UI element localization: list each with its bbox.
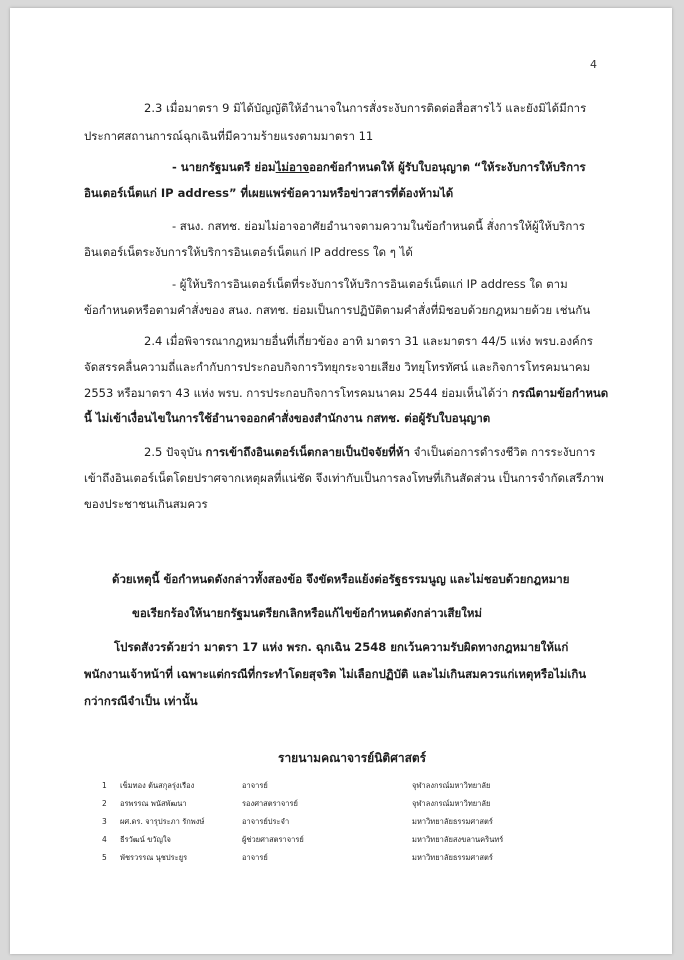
- signatory-university: มหาวิทยาลัยสงขลานครินทร์: [412, 835, 504, 844]
- paragraph-2-4-line-3: [84, 385, 608, 401]
- signatory-name: อรพรรณ พนัสพัฒนา: [120, 799, 187, 808]
- paragraph-2-4-line-4: นี้ ไม่เข้าเงื่อนไขในการใช้อำนาจออกคำสั่งของสำนักงาน กสทช. ต่อผู้รับใบอนุญาต: [84, 411, 491, 425]
- paragraph-2-5-line-2: เข้าถึงอินเตอร์เน็ตโดยปราศจากเหตุผลที่แน่ชัด จึงเท่ากับเป็นการลงโทษที่เกินสัดส่วน เป็นการจำกัดเสรีภาพ: [84, 471, 604, 485]
- conclusion-line-5: กว่ากรณีจำเป็น เท่านั้น: [84, 694, 198, 708]
- bullet-1-underlined-text: ไม่อาจ: [275, 160, 310, 174]
- paragraph-2-4-text: 2553 หรือมาตรา 43 แห่ง พรบ. การประกอบกิจการโทรคมนาคม 2544 ย่อมเห็นได้ว่า: [84, 386, 512, 400]
- paragraph-2-4-bold-text: กรณีตามข้อกำหนด: [511, 386, 609, 400]
- signatories-title: รายนามคณาจารย์นิติศาสตร์: [278, 751, 427, 765]
- paragraph-2-3-line-1: 2.3 เมื่อมาตรา 9 มิได้บัญญัติให้อำนาจในการสั่งระงับการติดต่อสื่อสารไว้ และยังมิได้มีการ: [144, 101, 587, 115]
- conclusion-line-1: ด้วยเหตุนี้ ข้อกำหนดดังกล่าวทั้งสองข้อ จึงขัดหรือแย้งต่อรัฐธรรมนูญ และไม่ชอบด้วยกฎหมาย: [112, 572, 570, 586]
- paragraph-2-5-line-3: ของประชาชนเกินสมควร: [84, 497, 208, 511]
- signatory-number: 2: [102, 799, 107, 808]
- signatory-position: อาจารย์: [242, 781, 268, 790]
- paragraph-2-5-text-a: 2.5 ปัจจุบัน: [144, 445, 206, 459]
- paragraph-2-3-line-2: ประกาศสถานการณ์ฉุกเฉินที่มีความร้ายแรงตามมาตรา 11: [84, 129, 374, 143]
- signatory-university: มหาวิทยาลัยธรรมศาสตร์: [412, 817, 493, 826]
- signatory-number: 5: [102, 853, 107, 862]
- signatory-position: รองศาสตราจารย์: [242, 799, 298, 808]
- signatory-name: เข็มทอง ต้นสกุลรุ่งเรือง: [120, 781, 195, 790]
- bullet-3-line-1: - ผู้ให้บริการอินเตอร์เน็ตที่ระงับการให้บริการอินเตอร์เน็ตแก่ IP address ใด ตาม: [172, 277, 568, 291]
- bullet-1-text-b: ออกข้อกำหนดให้ ผู้รับใบอนุญาต “ให้ระงับการให้บริการ: [309, 160, 586, 174]
- conclusion-line-3: โปรดสังวรด้วยว่า มาตรา 17 แห่ง พรก. ฉุกเฉิน 2548 ยกเว้นความรับผิดทางกฎหมายให้แก่: [114, 640, 569, 654]
- paragraph-2-5-bold-text: การเข้าถึงอินเตอร์เน็ตกลายเป็นปัจจัยที่ห้า: [205, 445, 410, 459]
- bullet-1-text-a: - นายกรัฐมนตรี ย่อม: [172, 160, 276, 174]
- document-page: [10, 8, 672, 954]
- bullet-3-line-2: ข้อกำหนดหรือตามคำสั่งของ สนง. กสทช. ย่อมเป็นการปฏิบัติตามคำสั่งที่มิชอบด้วยกฎหมายด้วย เช่นกัน: [84, 303, 591, 317]
- paragraph-2-4-line-1: 2.4 เมื่อพิจารณากฎหมายอื่นที่เกี่ยวข้อง อาทิ มาตรา 31 และมาตรา 44/5 แห่ง พรบ.องค์กร: [144, 334, 593, 348]
- signatory-number: 4: [102, 835, 107, 844]
- bullet-1-line-2: อินเตอร์เน็ตแก่ IP address” ที่เผยแพร่ข้อความหรือข่าวสารที่ต้องห้ามได้: [84, 186, 454, 200]
- signatory-name: ธีรวัฒน์ ขวัญใจ: [120, 835, 171, 844]
- signatory-university: จุฬาลงกรณ์มหาวิทยาลัย: [412, 799, 491, 808]
- page-number: 4: [590, 58, 597, 71]
- signatory-name: ผศ.ดร. จารุประภา รักพงษ์: [120, 817, 205, 826]
- bullet-2-line-1: - สนง. กสทช. ย่อมไม่อาจอาศัยอำนาจตามความในข้อกำหนดนี้ สั่งการให้ผู้ให้บริการ: [172, 219, 586, 233]
- paragraph-2-4-line-2: จัดสรรคลื่นความถี่และกำกับการประกอบกิจการวิทยุกระจายเสียง วิทยุโทรทัศน์ และกิจการโทรคมนาคม: [84, 360, 591, 374]
- paragraph-2-5-line-1: [144, 444, 595, 460]
- signatory-university: จุฬาลงกรณ์มหาวิทยาลัย: [412, 781, 491, 790]
- conclusion-line-2: ขอเรียกร้องให้นายกรัฐมนตรียกเลิกหรือแก้ไขข้อกำหนดดังกล่าวเสียใหม่: [132, 606, 482, 620]
- signatory-university: มหาวิทยาลัยธรรมศาสตร์: [412, 853, 493, 862]
- signatory-number: 1: [102, 781, 107, 790]
- signatory-name: พัชรวรรณ นุชประยูร: [120, 853, 188, 862]
- signatory-number: 3: [102, 817, 107, 826]
- bullet-1-line-1: [172, 159, 586, 175]
- signatory-position: อาจารย์: [242, 853, 268, 862]
- signatory-position: อาจารย์ประจำ: [242, 817, 290, 826]
- conclusion-line-4: พนักงานเจ้าหน้าที่ เฉพาะแต่กรณีที่กระทำโดยสุจริต ไม่เลือกปฏิบัติ และไม่เกินสมควรแก่เหตุหรือไม่เกิน: [84, 667, 587, 681]
- paragraph-2-5-text-c: จำเป็นต่อการดำรงชีวิต การระงับการ: [409, 445, 596, 459]
- bullet-2-line-2: อินเตอร์เน็ตระงับการให้บริการอินเตอร์เน็ตแก่ IP address ใด ๆ ได้: [84, 245, 413, 259]
- signatory-position: ผู้ช่วยศาสตราจารย์: [242, 835, 304, 844]
